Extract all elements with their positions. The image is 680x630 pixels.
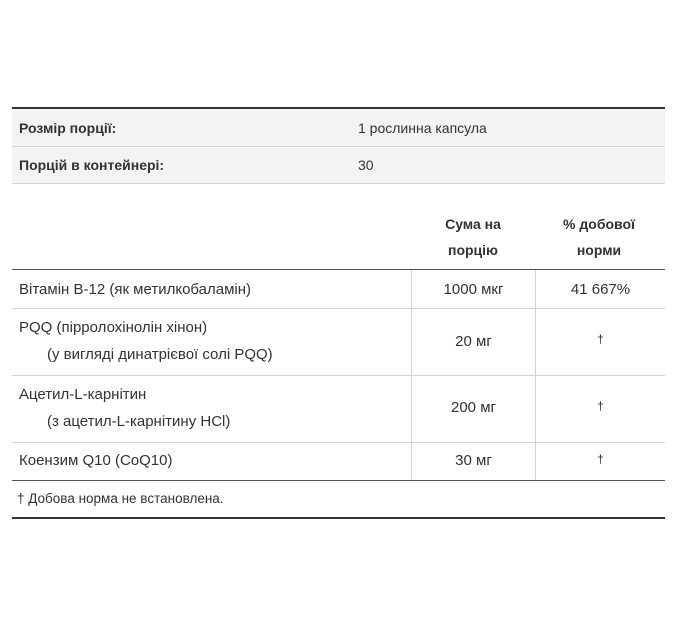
divider: [12, 375, 665, 376]
nutrient-amount: 20 мг: [455, 333, 492, 350]
footnote: † Добова норма не встановлена.: [17, 491, 224, 506]
footnote-rule: [12, 480, 665, 481]
servings-per-container-label: Порцій в контейнері:: [19, 157, 165, 173]
nutrient-name: PQQ (пірролохінолін хінон): [19, 319, 208, 336]
serving-size-row: [12, 109, 665, 146]
nutrient-source: (у вигляді динатрієвої солі PQQ): [47, 346, 273, 363]
nutrient-name: Коензим Q10 (CoQ10): [19, 452, 173, 469]
servings-per-container-row: [12, 147, 665, 184]
nutrient-name: Вітамін B-12 (як метилкобаламін): [19, 281, 252, 298]
nutrient-amount: 200 мг: [451, 399, 496, 416]
header-rule: [12, 269, 665, 270]
daily-value-header-line2: норми: [576, 242, 622, 258]
divider: [12, 308, 665, 309]
amount-header-line1: Сума на: [445, 216, 501, 232]
nutrient-daily-value: †: [597, 332, 604, 346]
nutrient-name: Ацетил-L-карнітин: [19, 386, 147, 403]
servings-per-container-value: 30: [358, 157, 374, 173]
divider: [12, 183, 665, 184]
nutrient-amount: 1000 мкг: [443, 281, 504, 298]
nutrient-source: (з ацетил-L-карнітину HCl): [47, 413, 231, 430]
nutrient-amount: 30 мг: [455, 452, 492, 469]
serving-size-label: Розмір порції:: [19, 120, 117, 136]
nutrient-daily-value: †: [597, 452, 604, 466]
daily-value-header-line1: % добової: [563, 216, 635, 232]
divider: [12, 442, 665, 443]
nutrient-daily-value: 41 667%: [570, 281, 631, 298]
serving-size-value: 1 рослинна капсула: [358, 120, 487, 136]
nutrient-daily-value: †: [597, 399, 604, 413]
amount-header-line2: порцію: [447, 242, 498, 258]
bottom-rule: [12, 517, 665, 519]
